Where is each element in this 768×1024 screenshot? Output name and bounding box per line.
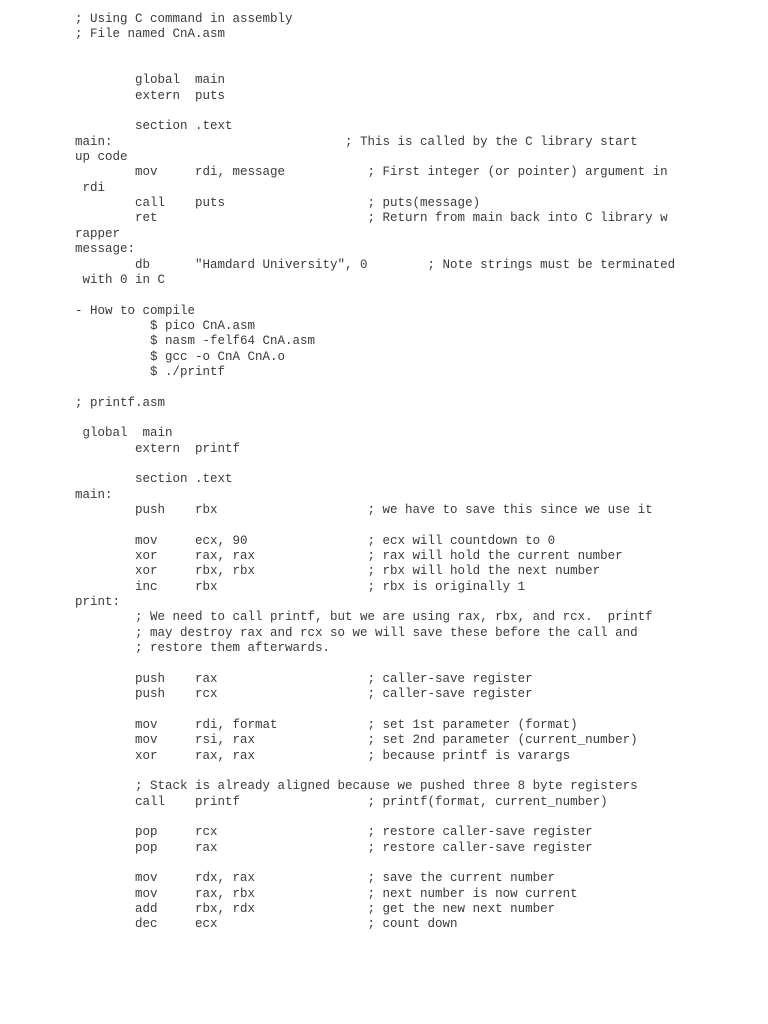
code-line: rdi (75, 180, 106, 195)
code-line: mov rdi, message ; First integer (or pointer) argument in (75, 165, 668, 180)
code-line: ; We need to call printf, but we are using rax, rbx, and rcx. printf (75, 610, 653, 625)
assembly-code-listing (75, 12, 675, 933)
code-line (75, 104, 675, 119)
code-line (75, 810, 675, 825)
code-line: ; File named CnA.asm (75, 27, 226, 42)
code-line: dec ecx ; count down (75, 917, 458, 932)
code-line: print: (75, 595, 121, 610)
code-line: call puts ; puts(message) (75, 196, 481, 211)
code-line: - How to compile (75, 303, 196, 318)
code-line (75, 457, 675, 472)
code-line (75, 380, 675, 395)
code-line: xor rax, rax ; rax will hold the current number (75, 549, 623, 564)
code-line: extern puts (75, 88, 226, 103)
code-line (75, 764, 675, 779)
code-line: ret ; Return from main back into C library w (75, 211, 668, 226)
code-line (75, 856, 675, 871)
code-line: xor rax, rax ; because printf is varargs (75, 748, 571, 763)
code-line: ; restore them afterwards. (75, 641, 331, 656)
code-line: ; Using C command in assembly (75, 12, 293, 26)
code-line: mov rsi, rax ; set 2nd parameter (current_number) (75, 733, 638, 748)
code-line: push rbx ; we have to save this since we use it (75, 503, 653, 517)
code-line: rapper (75, 226, 121, 241)
code-line: $ nasm -felf64 CnA.asm (75, 334, 316, 349)
code-line (75, 58, 675, 73)
code-line: with 0 in C (75, 272, 166, 287)
code-line: call printf ; printf(format, current_number) (75, 794, 608, 809)
code-line: extern printf (75, 441, 241, 456)
code-line: pop rax ; restore caller-save register (75, 840, 593, 855)
code-line (75, 43, 675, 58)
code-line: global main (75, 73, 226, 88)
code-line: pop rcx ; restore caller-save register (75, 825, 593, 840)
code-line: ; Stack is already aligned because we pushed three 8 byte registers (75, 779, 638, 794)
code-line (75, 288, 675, 303)
code-line: message: (75, 242, 136, 257)
code-line: global main (75, 426, 173, 441)
code-line: mov rdx, rax ; save the current number (75, 871, 556, 886)
code-line (75, 656, 675, 671)
code-line (75, 518, 675, 533)
code-line: push rcx ; caller-save register (75, 687, 533, 702)
code-line: main: ; This is called by the C library start (75, 134, 638, 149)
code-line: up code (75, 150, 128, 165)
code-line (75, 702, 675, 717)
code-line: mov ecx, 90 ; ecx will countdown to 0 (75, 533, 556, 548)
code-line: xor rbx, rbx ; rbx will hold the next number (75, 564, 601, 579)
code-line: mov rax, rbx ; next number is now current (75, 886, 578, 901)
code-line: $ ./printf (75, 364, 226, 379)
code-line: push rax ; caller-save register (75, 671, 533, 686)
code-line: mov rdi, format ; set 1st parameter (format) (75, 717, 578, 732)
code-line: section .text (75, 472, 233, 487)
code-line (75, 411, 675, 426)
code-line: section .text (75, 119, 233, 134)
code-line: ; may destroy rax and rcx so we will save these before the call and (75, 625, 638, 640)
code-line: add rbx, rdx ; get the new next number (75, 901, 556, 916)
code-line: db "Hamdard University", 0 ; Note strings must be terminated (75, 257, 676, 272)
code-line: ; printf.asm (75, 395, 166, 410)
code-line: $ pico CnA.asm (75, 318, 256, 333)
code-line: inc rbx ; rbx is originally 1 (75, 579, 526, 594)
code-line: main: (75, 487, 113, 502)
code-line: $ gcc -o CnA CnA.o (75, 349, 286, 364)
